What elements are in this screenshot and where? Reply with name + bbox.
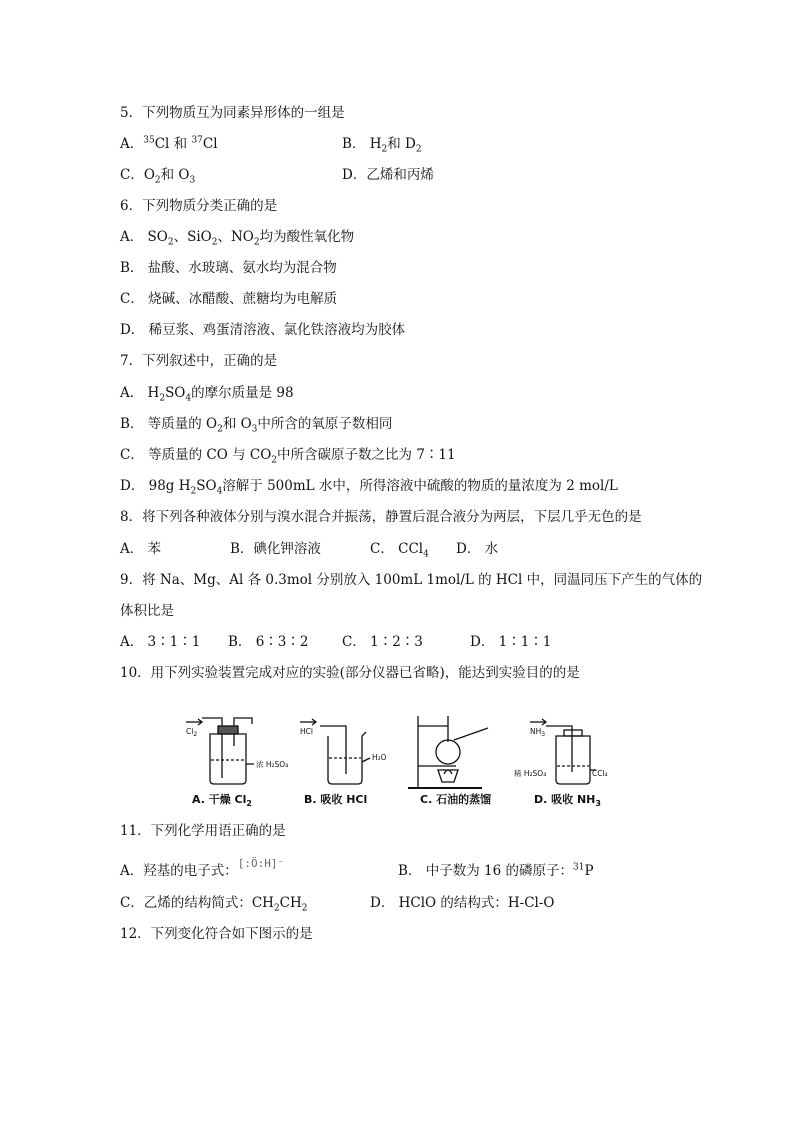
q7-option-c: C． 等质量的 CO 与 $CO_2$中所含碳原子数之比为 7∶11 — [120, 447, 456, 466]
q9-option-a: A． 3∶1∶1 — [120, 634, 201, 650]
q6-option-a: A． $SO_2$、SiO$_2$、$NO_2$均为酸性氧化物 — [120, 229, 355, 248]
q9-stem-line2: 体积比是 — [120, 603, 174, 619]
apparatus-d-caption: D. 吸收 $NH_3$ — [534, 793, 601, 808]
q6-option-d: D． 稀豆浆、鸡蛋清溶液、氯化铁溶液均为胶体 — [120, 322, 406, 338]
apparatus-b-reagent: H₂O — [372, 753, 387, 762]
q11-option-d: D． HClO 的结构式：H-Cl-O — [370, 895, 555, 911]
q8-option-a: A． 苯 — [120, 541, 162, 557]
apparatus-d-reagent2: CCl₄ — [592, 769, 608, 778]
apparatus-a-gas: $Cl_2$ — [186, 727, 198, 738]
q7-stem: 7．下列叙述中，正确的是 — [120, 353, 278, 369]
apparatus-d-reagent1: 稀 H₂SO₄ — [514, 769, 547, 778]
apparatus-b-caption: B. 吸收 HCl — [304, 793, 368, 806]
q6-stem: 6．下列物质分类正确的是 — [120, 198, 278, 214]
apparatus-a-reagent: 浓 H₂SO₄ — [256, 760, 289, 769]
q8-option-d: D． 水 — [456, 541, 499, 557]
apparatus-a-caption: A. 干燥 $Cl_2$ — [192, 793, 252, 808]
q6-option-c: C． 烧碱、冰醋酸、蔗糖均为电解质 — [120, 291, 338, 307]
q5-stem: 5．下列物质互为同素异形体的一组是 — [120, 105, 345, 121]
apparatus-c — [408, 716, 488, 788]
apparatus-a — [186, 718, 254, 784]
q11-option-c: C．乙烯的结构简式：$CH_2CH_2$ — [120, 895, 308, 914]
q9-option-b: B． 6∶3∶2 — [228, 634, 309, 650]
q5-option-c: C．$O_2$和 $O_3$ — [120, 167, 196, 186]
q7-option-a: A． $H_2SO_4$的摩尔质量是 98 — [120, 385, 294, 404]
apparatus-figure — [180, 712, 620, 812]
q8-stem: 8．将下列各种液体分别与溴水混合并振荡，静置后混合液分为两层，下层几乎无色的是 — [120, 509, 642, 525]
apparatus-c-caption: C. 石油的蒸馏 — [420, 793, 492, 806]
apparatus-b-gas: HCl — [300, 727, 313, 736]
apparatus-diagram — [180, 712, 620, 812]
q7-option-d: D． 98g $H_2SO_4$溶解于 500mL 水中，所得溶液中硫酸的物质的量浓度为 2 mol/L — [120, 478, 618, 497]
q6-option-b: B． 盐酸、水玻璃、氨水均为混合物 — [120, 260, 337, 276]
q10-stem: 10．用下列实验装置完成对应的实验(部分仪器已省略)，能达到实验目的的是 — [120, 665, 580, 681]
q5-option-d: D．乙烯和丙烯 — [342, 167, 434, 183]
q9-option-d: D． 1∶1∶1 — [470, 634, 552, 650]
q5-option-b: B． $H_2$和 $D_2$ — [342, 136, 422, 155]
q9-option-c: C． 1∶2∶3 — [342, 634, 423, 650]
apparatus-d-gas: $NH_3$ — [530, 727, 546, 738]
q11-option-b: B． 中子数为 16 的磷原子：$^{31}$P — [398, 862, 594, 879]
q9-stem-line1: 9．将 Na、Mg、Al 各 0.3mol 分别放入 100mL 1mol/L 的 HCl 中，同温同压下产生的气体的 — [120, 572, 703, 588]
q12-stem: 12．下列变化符合如下图示的是 — [120, 926, 313, 942]
q11-stem: 11．下列化学用语正确的是 — [120, 823, 286, 839]
q7-option-b: B． 等质量的 $O_2$和 $O_3$中所含的氧原子数相同 — [120, 416, 393, 435]
q8-option-b: B．碘化钾溶液 — [230, 541, 321, 557]
q5-option-a: A．$^{35}$Cl 和 $^{37}$Cl — [120, 135, 218, 152]
hydroxyl-electron-formula: [:Ö:H]⁻ — [237, 857, 285, 870]
q8-option-c: C． CCl$_4$ — [370, 541, 429, 560]
q11-option-a: A．羟基的电子式：$^{[:Ö:H]^-}$ — [120, 857, 285, 879]
